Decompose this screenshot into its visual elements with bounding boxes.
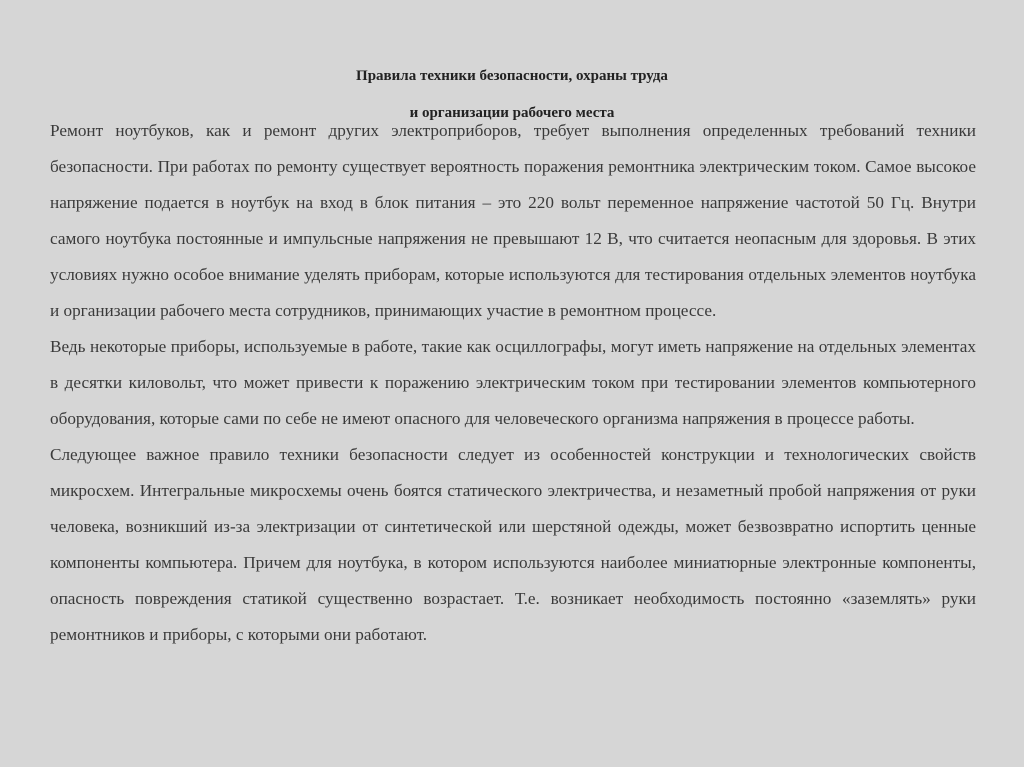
title-line-2: и организации рабочего места [409, 105, 615, 121]
body-text [50, 113, 976, 653]
paragraph-3: Следующее важное правило техники безопасности следует из особенностей конструкции и технологических свойств микросхем. Интегральные микросхемы очень боятся статического электричества, и незаметный пробой напряжения от руки человека, возникший из-за электризации от синтетической или шерстяной одежды, может безвозвратно испортить ценные компоненты компьютера. Причем для ноутбука, в котором используются наиболее миниатюрные электронные компоненты, опасность повреждения статикой существенно возрастает. Т.е. возникает необходимость постоянно «заземлять» руки ремонтников и приборы, с которыми они работают. [50, 445, 976, 644]
paragraph-2: Ведь некоторые приборы, используемые в работе, такие как осциллографы, могут иметь напряжение на отдельных элементах в десятки киловольт, что может привести к поражению электрическим током при тестировании элементов компьютерного оборудования, которые сами по себе не имеют опасного для человеческого организма напряжения в процессе работы. [50, 337, 976, 428]
title-line-1: Правила техники безопасности, охраны труда [356, 68, 668, 84]
paragraph-1: Ремонт ноутбуков, как и ремонт других электроприборов, требует выполнения определенных требований техники безопасности. При работах по ремонту существует вероятность поражения ремонтника электрическим током. Самое высокое напряжение подается в ноутбук на вход в блок питания – это 220 вольт переменное напряжение частотой 50 Гц. Внутри самого ноутбука постоянные и импульсные напряжения не превышают 12 В, что считается неопасным для здоровья. В этих условиях нужно особое внимание уделять приборам, которые используются для тестирования отдельных элементов ноутбука и организации рабочего места сотрудников, принимающих участие в ремонтном процессе. [50, 121, 976, 320]
